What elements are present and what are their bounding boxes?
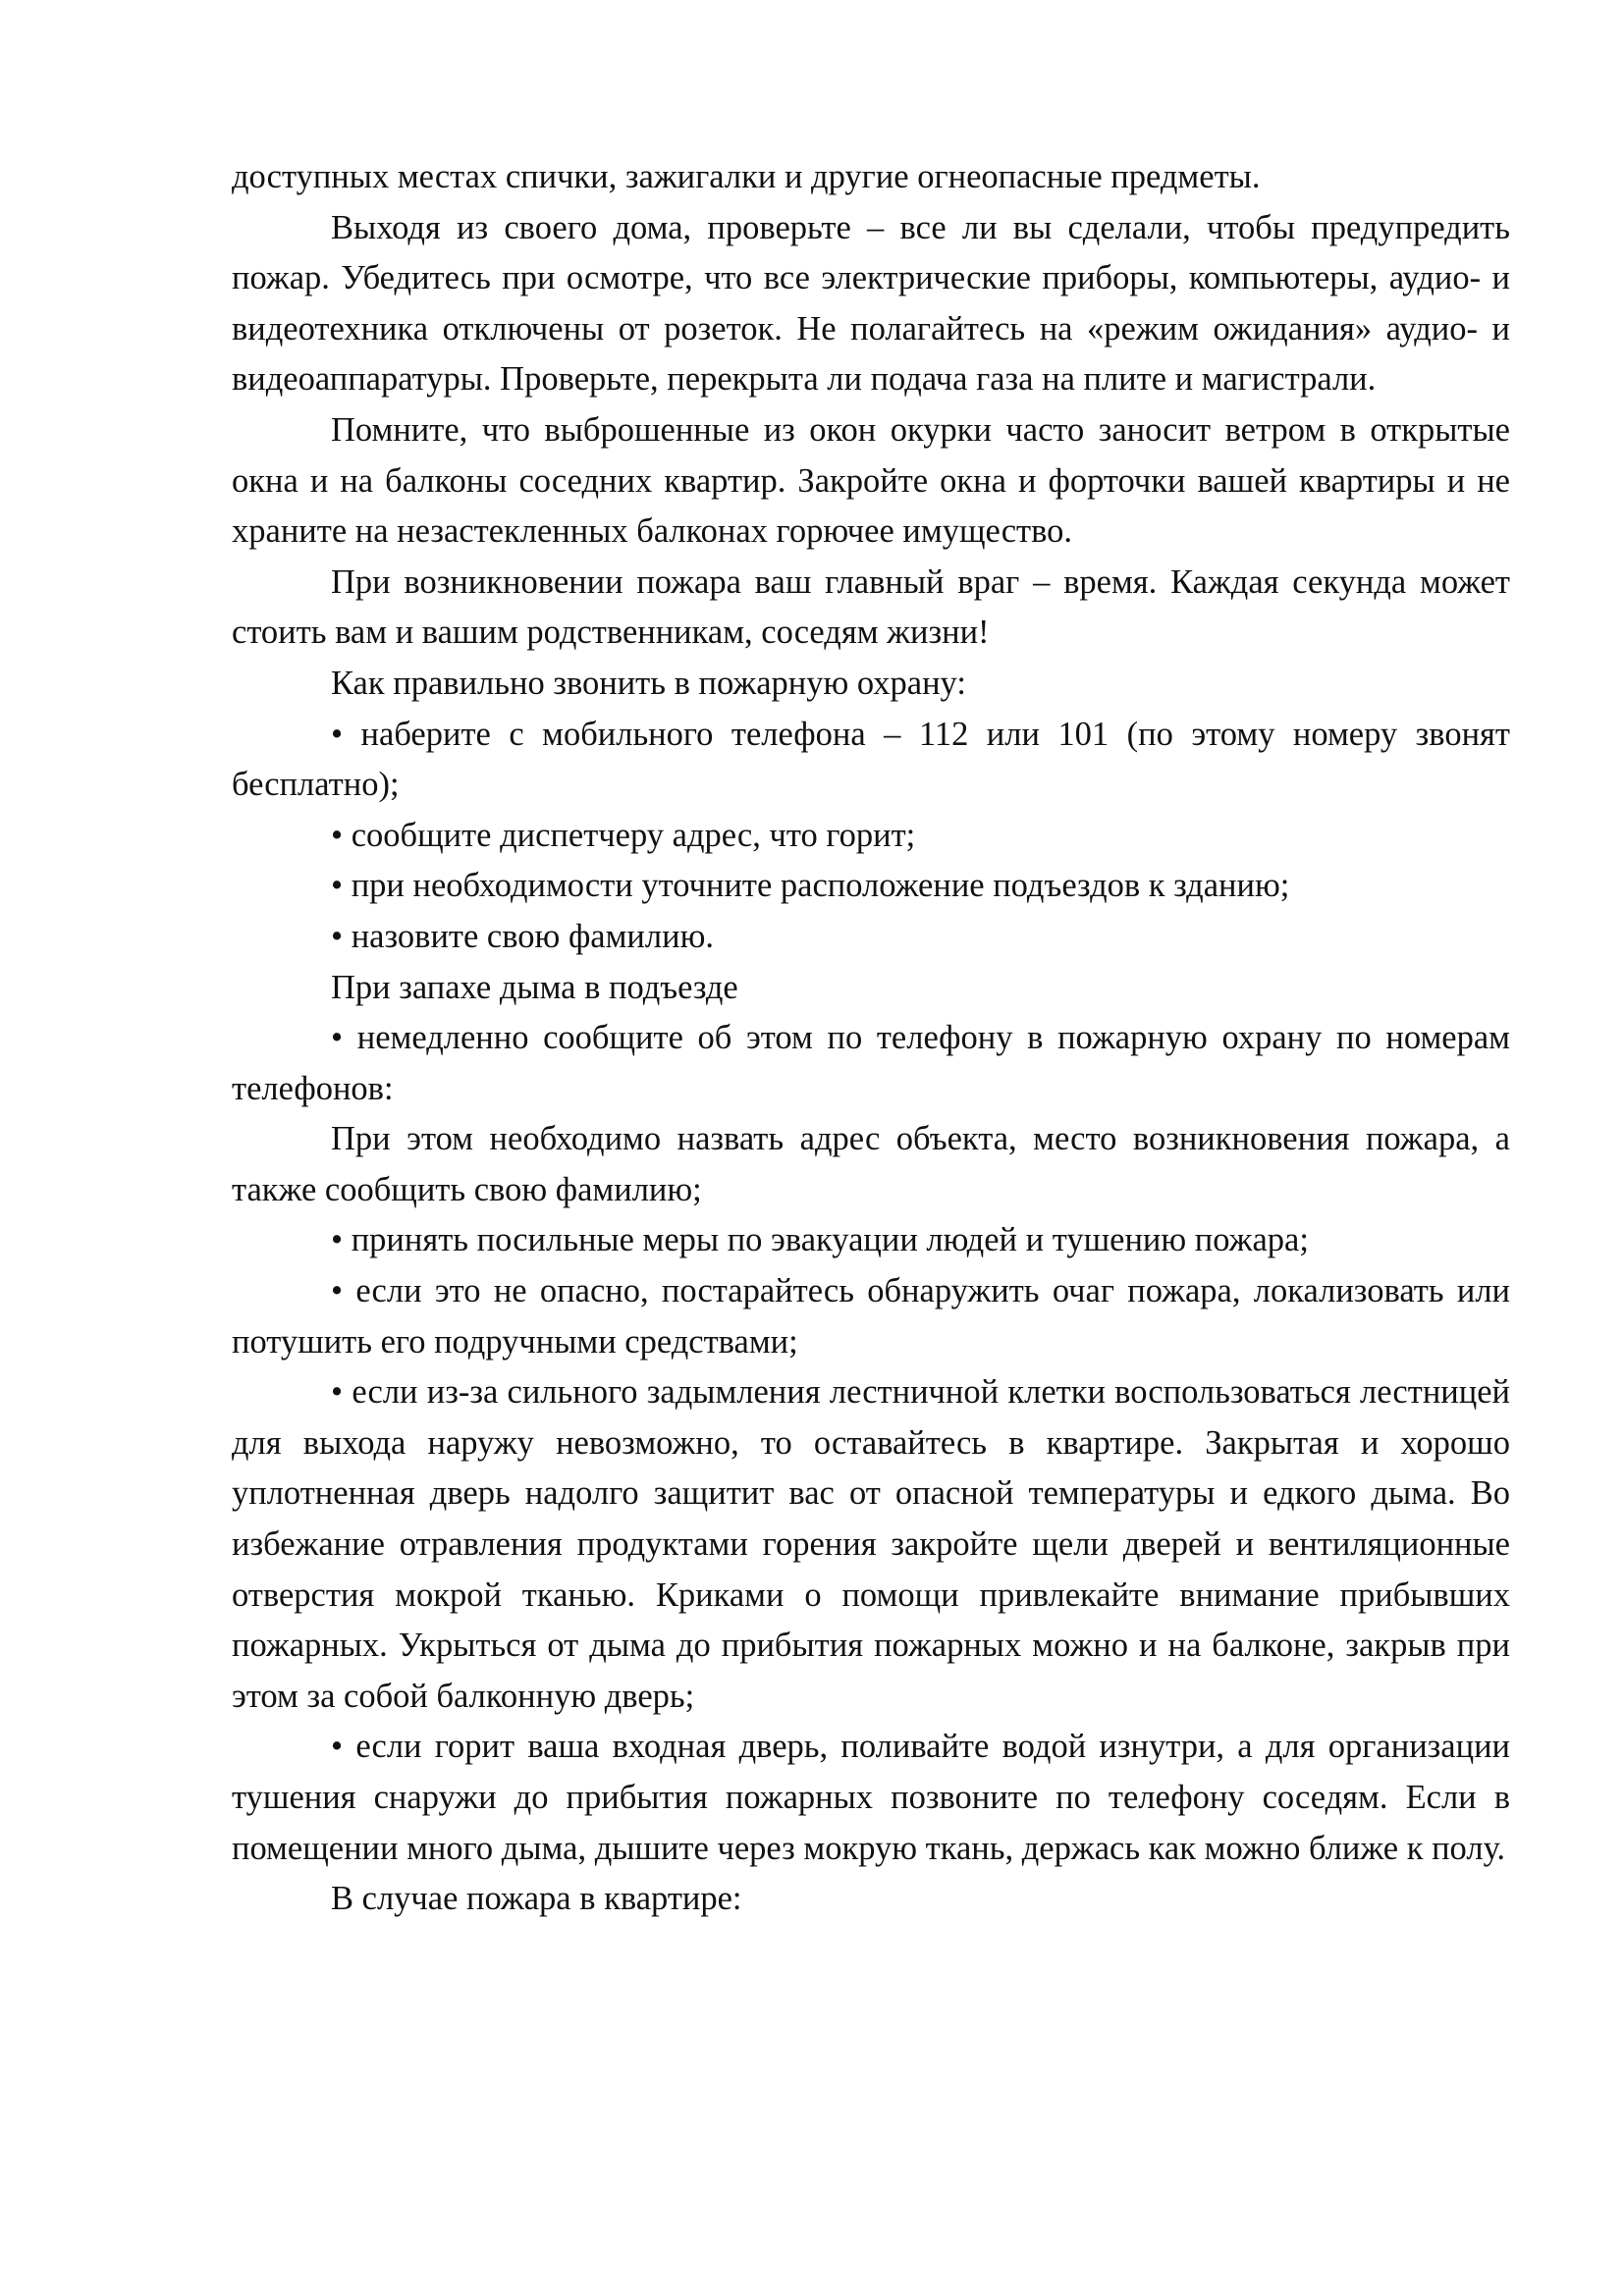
list-item-stay-in-apartment: • если из-за сильного задымления лестничной клетки воспользоваться лестницей для выхода наружу невозможно, то оставайтесь в квартире. Закрытая и хорошо уплотненная дверь надолго защитит вас от опасной температуры и едкого дыма. Во избежание отравления продуктами горения закройте щели дверей и вентиляционные отверстия мокрой тканью. Криками о помощи привлекайте внимание прибывших пожарных. Укрыться от дыма до прибытия пожарных можно и на балконе, закрыв при этом за собой балконную дверь;: [232, 1373, 1510, 1715]
heading-smoke-in-entrance: При запахе дыма в подъезде: [331, 968, 738, 1006]
document-page: [232, 152, 1510, 1925]
heading-fire-in-apartment: В случае пожара в квартире:: [331, 1880, 742, 1918]
paragraph-leaving-home: Выходя из своего дома, проверьте – все ли вы сделали, чтобы предупредить пожар. Убедитесь при осмотре, что все электрические приборы, компьютеры, аудио- и видеотехника отключены от розеток. Не полагайтесь на «режим ожидания» аудио- и видеоаппаратуры. Проверьте, перекрыта ли подача газа на плите и магистрали.: [232, 208, 1510, 399]
list-item-report-address: • сообщите диспетчеру адрес, что горит;: [331, 816, 916, 854]
paragraph-time-enemy: При возникновении пожара ваш главный враг – время. Каждая секунда может стоить вам и вашим родственникам, соседям жизни!: [232, 562, 1510, 652]
paragraph-name-address: При этом необходимо назвать адрес объекта, место возникновения пожара, а также сообщить свою фамилию;: [232, 1120, 1510, 1208]
list-item-evacuation: • принять посильные меры по эвакуации людей и тушению пожара;: [331, 1221, 1309, 1259]
paragraph-continuation: доступных местах спички, зажигалки и другие огнеопасные предметы.: [232, 158, 1261, 195]
list-item-report-immediately: • немедленно сообщите об этом по телефону в пожарную охрану по номерам телефонов:: [232, 1019, 1510, 1107]
paragraph-cigarette-butts: Помните, что выброшенные из окон окурки часто заносит ветром в открытые окна и на балконы соседних квартир. Закройте окна и форточки вашей квартиры и не храните на незастекленных балконах горючее имущество.: [232, 410, 1510, 551]
list-item-entrances: • при необходимости уточните расположение подъездов к зданию;: [331, 867, 1290, 905]
list-item-dial-number: • наберите с мобильного телефона – 112 или 101 (по этому номеру звонят бесплатно);: [232, 715, 1510, 804]
list-item-surname: • назовите свою фамилию.: [331, 917, 714, 955]
heading-how-to-call: Как правильно звонить в пожарную охрану:: [331, 664, 966, 702]
list-item-door-burning: • если горит ваша входная дверь, поливайте водой изнутри, а для организации тушения снаружи до прибытия пожарных позвоните по телефону соседям. Если в помещении много дыма, дышите через мокрую ткань, держась как можно ближе к полу.: [232, 1728, 1510, 1867]
list-item-localize-fire: • если это не опасно, постарайтесь обнаружить очаг пожара, локализовать или потушить его подручными средствами;: [232, 1272, 1510, 1361]
